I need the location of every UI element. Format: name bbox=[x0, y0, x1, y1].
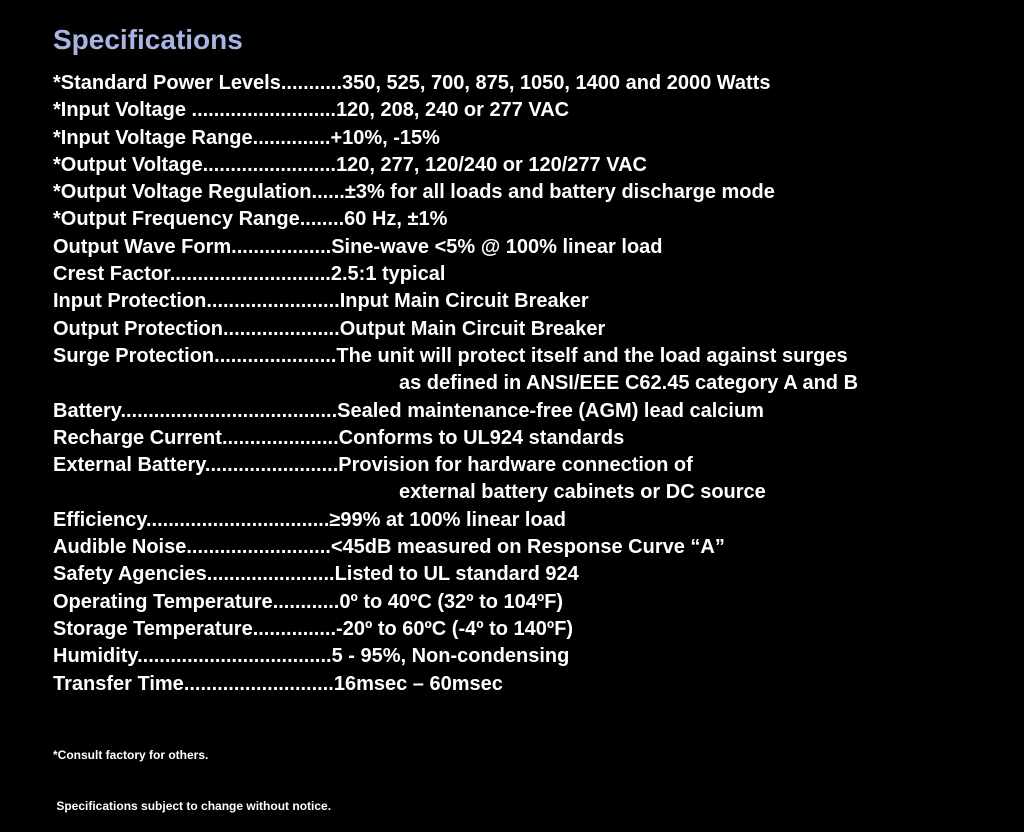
spec-label: Safety Agencies bbox=[53, 563, 207, 586]
spec-row bbox=[53, 643, 1013, 670]
spec-row bbox=[53, 534, 1013, 561]
spec-leader-dots: ..................... bbox=[221, 426, 339, 449]
spec-value: 16msec – 60msec bbox=[333, 672, 503, 695]
spec-label: Operating Temperature bbox=[53, 590, 273, 613]
spec-label: *Output Voltage Regulation bbox=[53, 181, 312, 204]
spec-value: ±3% for all loads and battery discharge mode bbox=[344, 181, 775, 204]
spec-row bbox=[53, 234, 1013, 261]
spec-leader-dots: ............ bbox=[272, 590, 340, 613]
spec-leader-dots: ........................... bbox=[183, 672, 334, 695]
spec-row bbox=[53, 70, 1013, 97]
spec-row bbox=[53, 97, 1013, 124]
spec-leader-dots: ....................................... bbox=[120, 399, 338, 422]
spec-value: 0º to 40ºC (32º to 104ºF) bbox=[339, 590, 564, 613]
spec-leader-dots: ................................. bbox=[146, 508, 330, 531]
spec-row bbox=[53, 589, 1013, 616]
spec-leader-dots: .......................... bbox=[191, 99, 336, 122]
spec-leader-dots: .......................... bbox=[186, 536, 331, 559]
spec-row bbox=[53, 261, 1013, 288]
spec-row bbox=[53, 425, 1013, 452]
spec-row bbox=[53, 616, 1013, 643]
spec-row bbox=[53, 316, 1013, 343]
spec-row bbox=[53, 343, 1013, 370]
spec-value: 120, 277, 120/240 or 120/277 VAC bbox=[335, 153, 647, 176]
spec-label: Audible Noise bbox=[53, 536, 187, 559]
spec-leader-dots: .............. bbox=[252, 126, 331, 149]
spec-leader-dots: ................................... bbox=[137, 645, 332, 668]
spec-label: Surge Protection bbox=[53, 344, 215, 367]
spec-row bbox=[53, 152, 1013, 179]
spec-leader-dots: ........................ bbox=[206, 290, 340, 313]
spec-label: *Standard Power Levels bbox=[53, 72, 281, 94]
spec-row bbox=[53, 507, 1013, 534]
spec-value: -20º to 60ºC (-4º to 140ºF) bbox=[336, 617, 574, 640]
spec-leader-dots: ....................... bbox=[206, 563, 335, 586]
spec-value: Conforms to UL924 standards bbox=[338, 426, 625, 449]
spec-label: *Output Frequency Range bbox=[53, 208, 300, 231]
spec-row bbox=[53, 206, 1013, 233]
spec-value: Sealed maintenance-free (AGM) lead calcium bbox=[337, 399, 764, 422]
spec-value-continuation: external battery cabinets or DC source bbox=[399, 481, 766, 504]
spec-label: Transfer Time bbox=[53, 672, 184, 695]
spec-label: *Input Voltage bbox=[53, 99, 192, 122]
spec-value: 2.5:1 typical bbox=[330, 263, 446, 286]
spec-value: +10%, -15% bbox=[330, 126, 440, 149]
spec-row bbox=[53, 288, 1013, 315]
spec-value: The unit will protect itself and the load against surges bbox=[336, 344, 848, 367]
page-title: Specifications bbox=[53, 24, 243, 55]
spec-value: Input Main Circuit Breaker bbox=[339, 290, 589, 313]
spec-label: External Battery bbox=[53, 454, 205, 477]
spec-leader-dots: ...... bbox=[311, 181, 345, 204]
spec-leader-dots: .................. bbox=[231, 235, 332, 258]
footnote-subject-to-change: Specifications subject to change without notice. bbox=[53, 799, 332, 813]
spec-value: <45dB measured on Response Curve “A” bbox=[330, 536, 725, 559]
spec-value: 60 Hz, ±1% bbox=[344, 208, 448, 231]
spec-row bbox=[53, 671, 1013, 698]
spec-leader-dots: ............... bbox=[252, 617, 337, 640]
spec-row bbox=[53, 125, 1013, 152]
spec-leader-dots: ........................ bbox=[202, 153, 336, 176]
spec-row bbox=[53, 179, 1013, 206]
spec-row bbox=[53, 561, 1013, 588]
spec-label: *Output Voltage bbox=[53, 153, 203, 176]
spec-leader-dots: ...................... bbox=[214, 344, 337, 367]
spec-leader-dots: ..................... bbox=[222, 317, 340, 340]
footnotes bbox=[53, 713, 331, 832]
spec-leader-dots: ........ bbox=[299, 208, 345, 231]
spec-row bbox=[53, 398, 1013, 425]
spec-label: Crest Factor bbox=[53, 263, 170, 286]
spec-value-continuation: as defined in ANSI/EEE C62.45 category A and B bbox=[399, 372, 859, 395]
spec-value: 120, 208, 240 or 277 VAC bbox=[336, 99, 570, 122]
spec-label: Input Protection bbox=[53, 290, 207, 313]
spec-label: Output Wave Form bbox=[53, 235, 232, 258]
spec-label: Storage Temperature bbox=[53, 617, 253, 640]
spec-leader-dots: ............................. bbox=[169, 263, 331, 286]
spec-value: Sine-wave <5% @ 100% linear load bbox=[331, 235, 663, 258]
spec-list bbox=[53, 70, 1013, 698]
spec-value: 5 - 95%, Non-condensing bbox=[331, 645, 570, 668]
spec-label: Battery bbox=[53, 399, 121, 422]
spec-label: Output Protection bbox=[53, 317, 223, 340]
spec-value: Provision for hardware connection of bbox=[338, 454, 693, 477]
spec-value: Output Main Circuit Breaker bbox=[339, 317, 606, 340]
spec-leader-dots: ........................ bbox=[204, 454, 339, 477]
spec-label: Recharge Current bbox=[53, 426, 222, 449]
spec-value: 350, 525, 700, 875, 1050, 1400 and 2000 Watts bbox=[342, 72, 771, 94]
spec-label: *Input Voltage Range bbox=[53, 126, 253, 149]
spec-leader-dots: ........... bbox=[280, 72, 342, 94]
spec-label: Efficiency bbox=[53, 508, 146, 531]
spec-label: Humidity bbox=[53, 645, 138, 668]
footnote-consult-factory: *Consult factory for others. bbox=[53, 748, 209, 762]
spec-value: ≥99% at 100% linear load bbox=[329, 508, 567, 531]
spec-value: Listed to UL standard 924 bbox=[334, 563, 579, 586]
spec-row bbox=[53, 452, 1013, 479]
